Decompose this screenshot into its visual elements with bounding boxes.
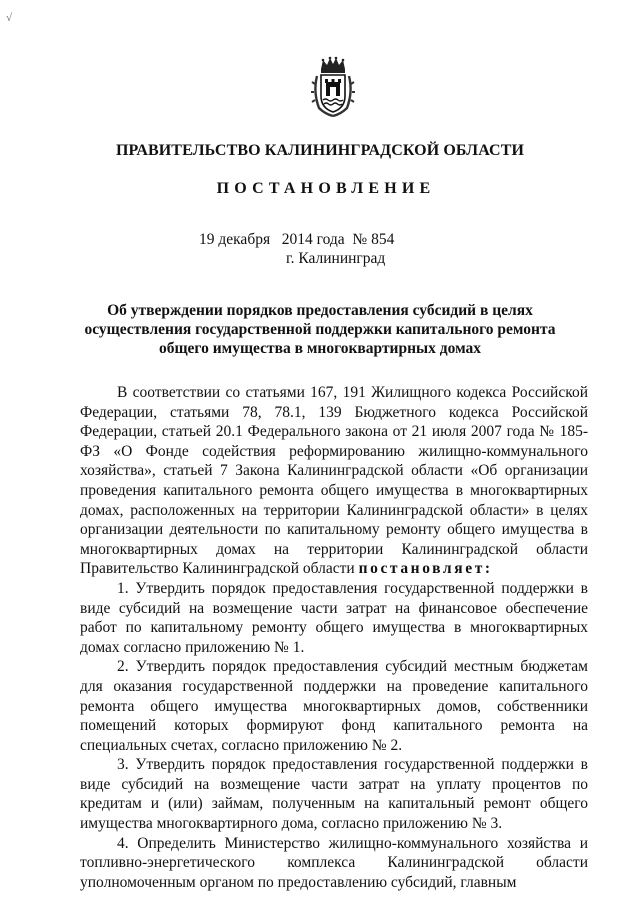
- page-mark: √: [6, 12, 13, 24]
- document-date-line: [199, 231, 394, 249]
- title-line: осуществления государственной поддержки капитального ремонта: [84, 321, 556, 338]
- list-item: 1. Утвердить порядок предоставления государственной поддержки в виде субсидий на возмещение части затрат на финансовое обеспечение работ по капитальному ремонту общего имущества в многоквартирных домах согласно приложению № 1.: [80, 579, 588, 656]
- title-line: Об утверждении порядков предоставления субсидий в целях: [107, 302, 533, 319]
- list-item: 3. Утвердить порядок предоставления государственной поддержки в виде субсидий на возмещение части затрат на уплату процентов по кредитам и (или) займам, полученным на капитальный ремонт общего имущества многоквартирного дома, согласно приложению № 3.: [80, 756, 588, 833]
- intro-text: В соответствии со статьями 167, 191 Жилищного кодекса Российской Федерации, статьями 78, 78.1, 139 Бюджетного кодекса Российской Федерации, статьей 20.1 Федерального закона от 21 июля 2007 года № 185-ФЗ «О Фонде содействия реформированию жилищно-коммунального хозяйства», статьей 7 Закона Калининградской области «Об организации проведения капитального ремонта общего имущества в многоквартирных домах, расположенных на территории Калининградской области» в целях организации деятельности по капитальному ремонту общего имущества в многоквартирных домах на территории Калининградской области Правительство Калининградской области: [80, 384, 588, 578]
- list-item: 2. Утвердить порядок предоставления субсидий местным бюджетам для оказания государственной поддержки на проведение капитального ремонта общего имущества многоквартирных домов, собственники помещений которых формируют фонд капитального ремонта на специальных счетах, согласно приложению № 2.: [80, 658, 588, 754]
- coat-of-arms-icon: [311, 56, 355, 118]
- organization-name: ПРАВИТЕЛЬСТВО КАЛИНИНГРАДСКОЙ ОБЛАСТИ: [115, 142, 525, 159]
- number-sign: №: [352, 231, 368, 248]
- intro-paragraph: [80, 383, 588, 579]
- decree-word: постановляет:: [358, 560, 493, 578]
- city-name: г. Калининград: [286, 250, 386, 267]
- title-line: общего имущества в многоквартирных домах: [158, 340, 482, 357]
- date-month: декабря: [218, 231, 271, 248]
- document-type: ПОСТАНОВЛЕНИЕ: [216, 180, 436, 197]
- date-day: 19: [199, 231, 215, 248]
- list-item: 4. Определить Министерство жилищно-коммунального хозяйства и топливно-энергетического комплекса Калининградской области уполномоченным органом по предоставлению субсидий, главным: [80, 834, 588, 891]
- date-year: 2014 года: [281, 231, 345, 248]
- document-body: [80, 383, 588, 892]
- document-title: [0, 301, 640, 358]
- document-number: 854: [371, 231, 395, 248]
